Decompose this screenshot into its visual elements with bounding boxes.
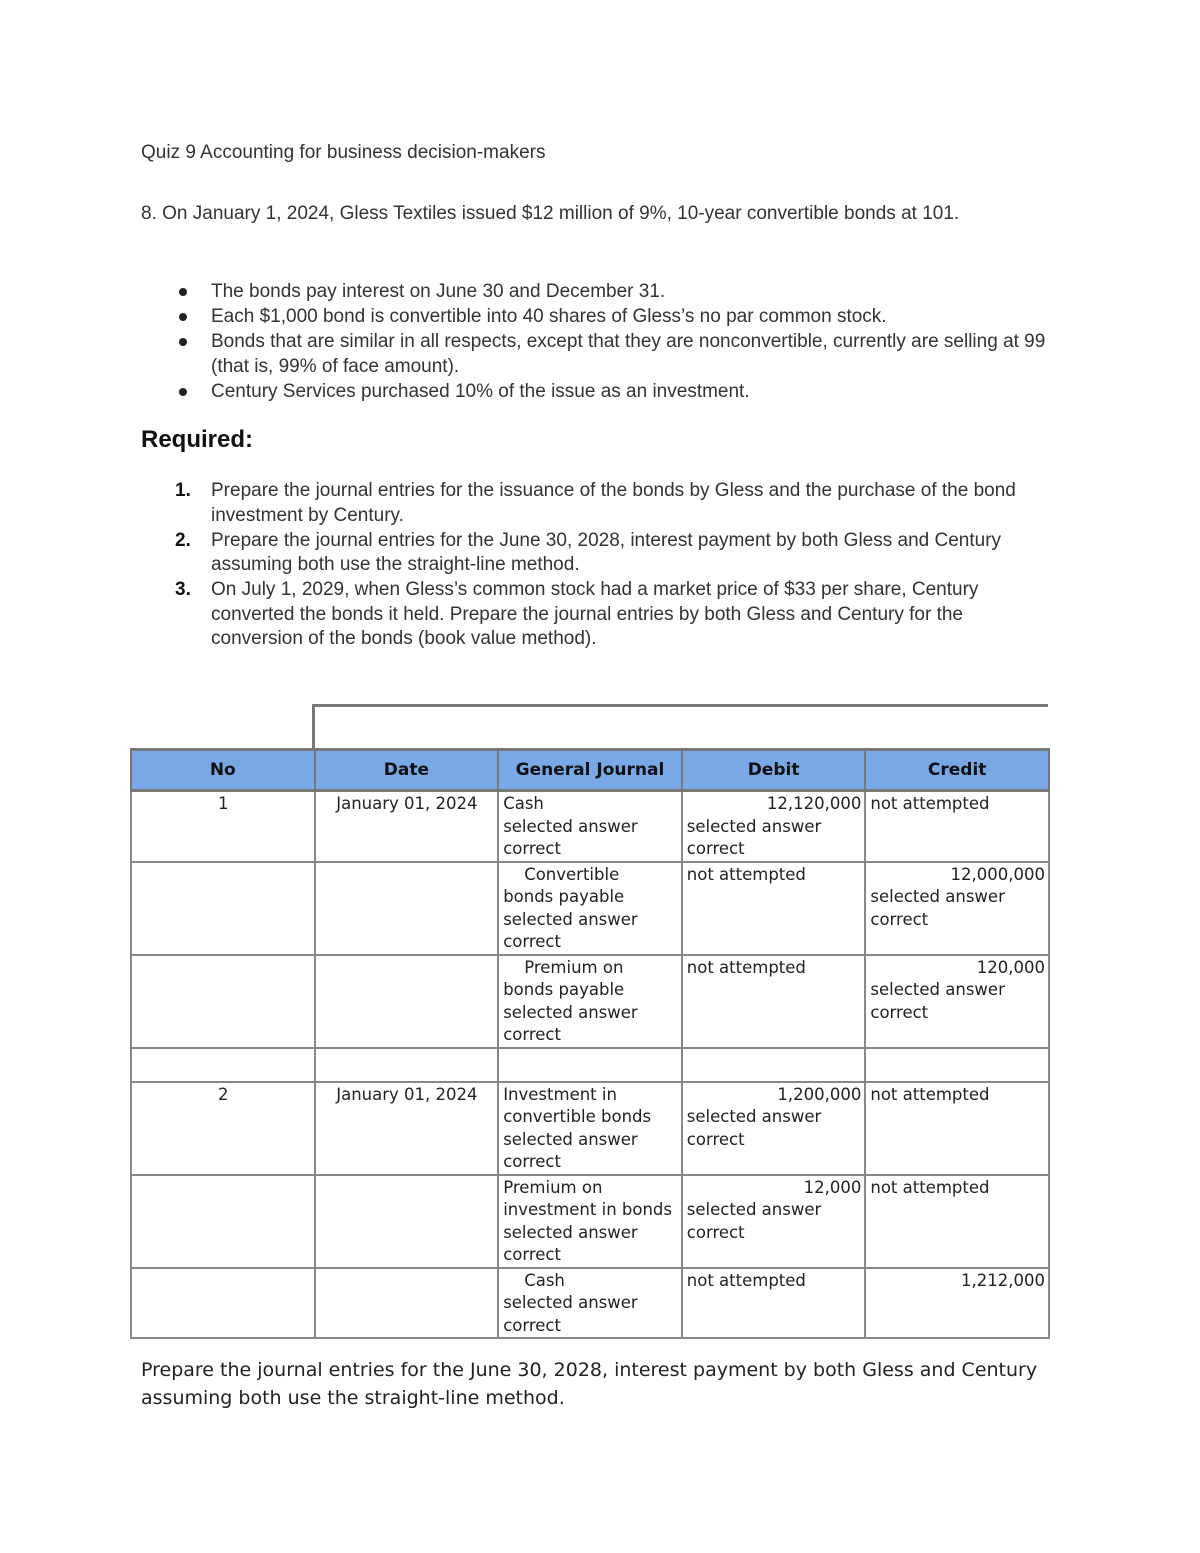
header-debit: Debit xyxy=(682,750,866,791)
list-item: Century Services purchased 10% of the issue as an investment. xyxy=(141,380,1051,405)
cell-account[interactable]: Premium on bonds payable selected answer correct xyxy=(498,955,682,1048)
cell-account[interactable]: Convertible bonds payable selected answer correct xyxy=(498,862,682,955)
cell-account[interactable]: Premium on investment in bonds selected answer correct xyxy=(498,1175,682,1268)
header-date: Date xyxy=(315,750,499,791)
list-item: Bonds that are similar in all respects, except that they are nonconvertible, currently are selling at 99 (that is, 99% of face amount). xyxy=(141,330,1051,379)
cell-credit[interactable]: not attempted xyxy=(865,791,1049,862)
cell-debit[interactable]: not attempted xyxy=(682,1268,866,1339)
cell-account[interactable]: Cash selected answer correct xyxy=(498,791,682,862)
table-row xyxy=(131,791,1049,862)
cell-credit[interactable]: 1,212,000 xyxy=(865,1268,1049,1339)
table-header-row xyxy=(131,750,1049,791)
header-general-journal: General Journal xyxy=(498,750,682,791)
cell-date xyxy=(315,862,499,955)
table-row xyxy=(131,955,1049,1048)
header-credit: Credit xyxy=(865,750,1049,791)
cell-date xyxy=(315,1268,499,1339)
cell-no xyxy=(131,1268,315,1339)
cell-no xyxy=(131,862,315,955)
cell-no xyxy=(131,955,315,1048)
table-caption-box xyxy=(312,704,1048,748)
requirement-item: 1. Prepare the journal entries for the issuance of the bonds by Gless and the purchase of the bond investment by Century. xyxy=(175,480,1016,526)
cell-account[interactable]: Cash selected answer correct xyxy=(498,1268,682,1339)
question-text: 8. On January 1, 2024, Gless Textiles issued $12 million of 9%, 10-year convertible bonds at 101. xyxy=(141,203,960,224)
cell-date xyxy=(315,1175,499,1268)
cell-date: January 01, 2024 xyxy=(315,1082,499,1175)
cell-debit[interactable]: 1,200,000 selected answer correct xyxy=(682,1082,866,1175)
cell-account[interactable]: Investment in convertible bonds selected answer correct xyxy=(498,1082,682,1175)
page-title: Quiz 9 Accounting for business decision-makers xyxy=(141,142,546,163)
cell-debit[interactable]: 12,120,000 selected answer correct xyxy=(682,791,866,862)
list-item: The bonds pay interest on June 30 and December 31. xyxy=(141,280,1051,305)
required-heading: Required: xyxy=(141,426,254,453)
requirement-item: 2. Prepare the journal entries for the June 30, 2028, interest payment by both Gless and Century assuming both use the straight-line method. xyxy=(175,529,1002,575)
cell-no: 2 xyxy=(131,1082,315,1175)
bullet-icon xyxy=(179,388,187,396)
cell-credit[interactable]: 120,000 selected answer correct xyxy=(865,955,1049,1048)
cell-debit[interactable]: 12,000 selected answer correct xyxy=(682,1175,866,1268)
cell-date xyxy=(315,955,499,1048)
bullet-list xyxy=(141,280,1051,405)
cell-credit[interactable]: not attempted xyxy=(865,1082,1049,1175)
bullet-icon xyxy=(179,313,187,321)
cell-debit[interactable]: not attempted xyxy=(682,955,866,1048)
cell-no xyxy=(131,1175,315,1268)
cell-date: January 01, 2024 xyxy=(315,791,499,862)
journal-table xyxy=(130,748,1050,1339)
requirements-list xyxy=(141,479,1051,652)
table-row xyxy=(131,862,1049,955)
cell-credit[interactable]: not attempted xyxy=(865,1175,1049,1268)
bullet-icon xyxy=(179,288,187,296)
table-row-empty xyxy=(131,1048,1049,1082)
table-row xyxy=(131,1268,1049,1339)
cell-credit[interactable]: 12,000,000 selected answer correct xyxy=(865,862,1049,955)
header-no: No xyxy=(131,750,315,791)
footnote-text: Prepare the journal entries for the June 30, 2028, interest payment by both Gless and Century assuming both use the straight-line method. xyxy=(141,1359,1038,1409)
bullet-icon xyxy=(179,338,187,346)
table-row xyxy=(131,1175,1049,1268)
list-item: Each $1,000 bond is convertible into 40 shares of Gless’s no par common stock. xyxy=(141,305,1051,330)
cell-debit[interactable]: not attempted xyxy=(682,862,866,955)
cell-no: 1 xyxy=(131,791,315,862)
table-row xyxy=(131,1082,1049,1175)
requirement-item: 3. On July 1, 2029, when Gless’s common stock had a market price of $33 per share, Century converted the bonds it held. Prepare the journal entries by both Gless and Century for the conversion of the bonds (book value method). xyxy=(175,579,979,649)
